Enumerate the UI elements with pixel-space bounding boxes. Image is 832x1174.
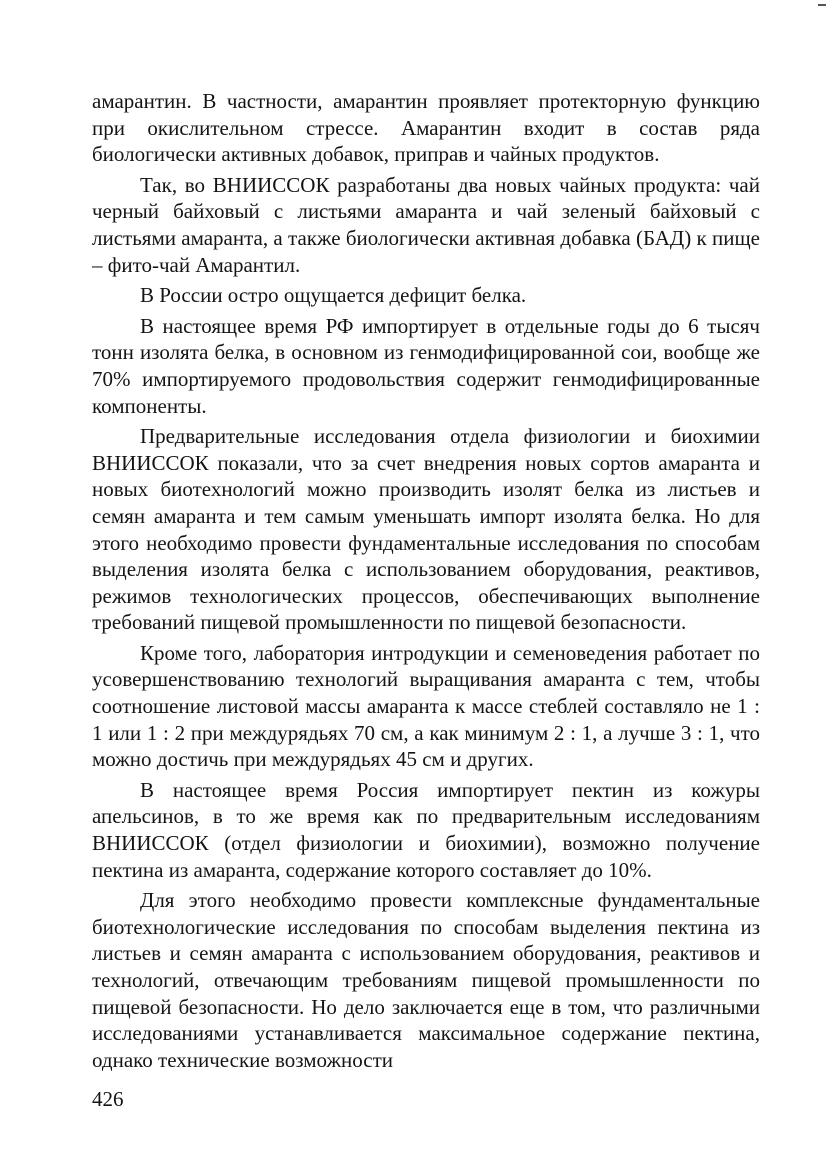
paragraph: В России остро ощущается дефицит белка. <box>140 283 527 308</box>
paragraph: Для этого необходимо провести комплексные фундаментальные биотехнологические исследования по способам выделения пектина из листьев и семян амаранта с использованием оборудования, реактивов и технологий, отвечающим требованиям пищевой промышленности по пищевой безопасности. Но дело заключается еще в том, что различными исследованиями устанавливается максимальное содержание пектина, однако технические возможности <box>92 888 760 1072</box>
paragraph: В настоящее время РФ импортирует в отдельные годы до 6 тысяч тонн изолята белка, в основном из генмодифицированной сои, вообще же 70% импортируемого продовольствия содержит генмодифицированные компоненты. <box>92 313 760 418</box>
paragraph: Предварительные исследования отдела физиологии и биохимии ВНИИССОК показали, что за счет внедрения новых сортов амаранта и новых биотехнологий можно производить изолят белка из листьев и семян амаранта и тем самым уменьшать импорт изолята белка. Но для этого необходимо провести фундаментальные исследования по способам выделения изолята белка с использованием оборудования, реактивов, режимов технологических процессов, обеспечивающих выполнение требований пищевой промышленности по пищевой безопасности. <box>92 424 760 635</box>
paragraph: Кроме того, лаборатория интродукции и семеноведения работает по усовершенствованию технологий выращивания амаранта с тем, чтобы соотношение листовой массы амаранта к массе стеблей составляло не 1 : 1 или 1 : 2 при междурядьях 70 см, а как минимум 2 : 1, а лучше 3 : 1, что можно достичь при междурядьях 45 см и других. <box>92 640 760 772</box>
scan-mark <box>818 4 826 6</box>
paragraph-continuation: амарантин. В частности, амарантин проявляет протекторную функцию при окислительном стрессе. Амарантин входит в состав ряда биологически активных добавок, приправ и чайных продуктов. <box>92 89 760 167</box>
page-number: 426 <box>92 1087 124 1111</box>
body-text <box>92 88 760 1073</box>
paragraph: В настоящее время Россия импортирует пектин из кожуры апельсинов, в то же время как по предварительным исследованиям ВНИИССОК (отдел физиологии и биохимии), возможно получение пектина из амаранта, содержание которого составляет до 10%. <box>92 777 760 882</box>
paragraph: Так, во ВНИИССОК разработаны два новых чайных продукта: чай черный байховый с листьями амаранта и чай зеленый байховый с листьями амаранта, а также биологически активная добавка (БАД) к пище – фито-чай Амарантил. <box>92 172 760 277</box>
